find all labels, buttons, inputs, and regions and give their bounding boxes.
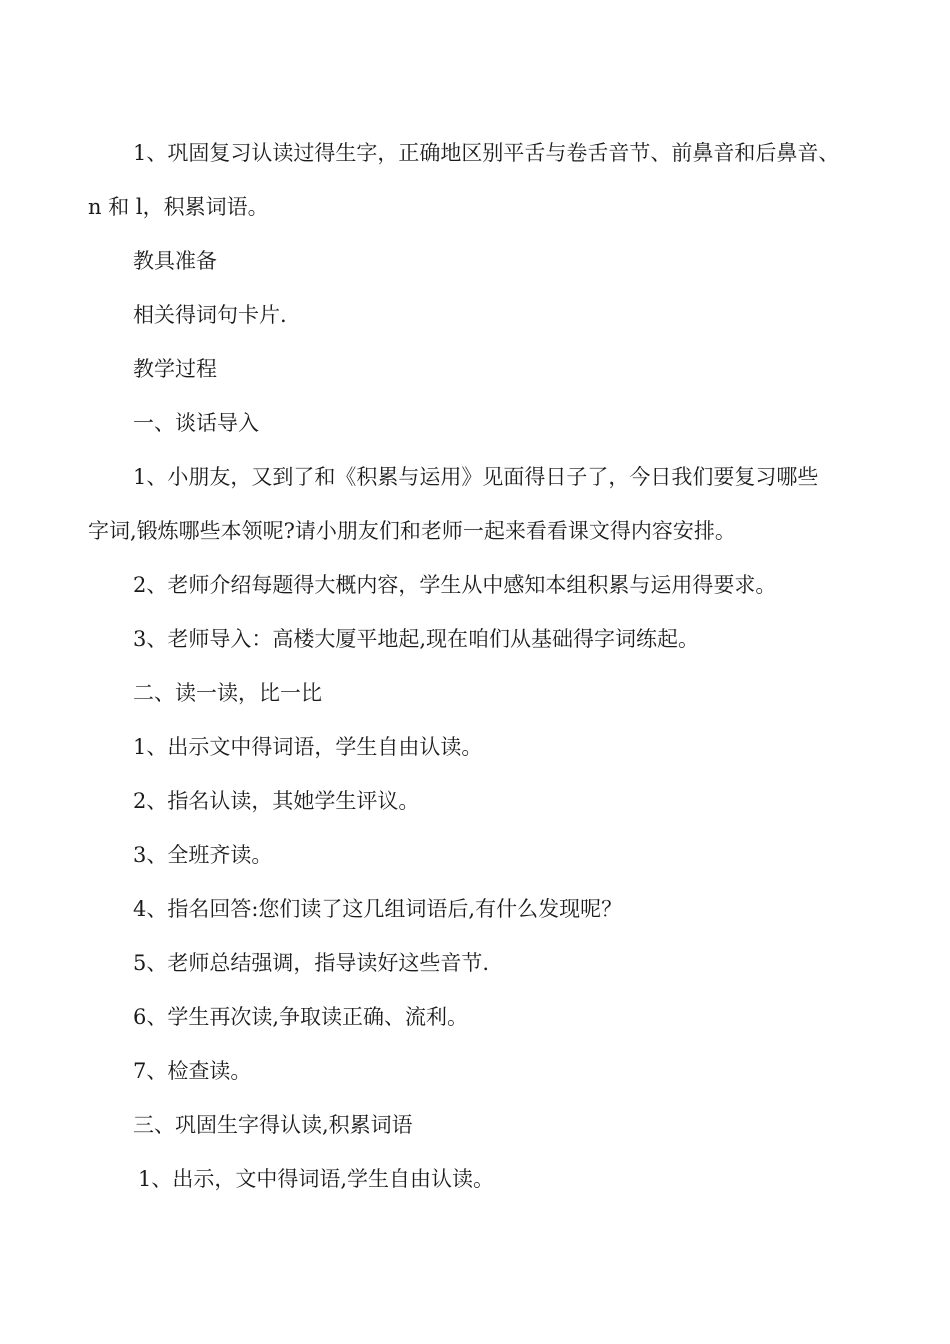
step-1-2: 2、老师介绍每题得大概内容，学生从中感知本组积累与运用得要求。 xyxy=(133,573,777,597)
section-heading-3: 三、巩固生字得认读,积累词语 xyxy=(133,1113,413,1137)
step-1-1: 1、小朋友，又到了和《积累与运用》见面得日子了，今日我们要复习哪些 xyxy=(133,465,819,489)
heading-teaching-aids: 教具准备 xyxy=(133,249,217,273)
paragraph-objective-1-cont: n 和 l，积累词语。 xyxy=(88,195,269,219)
paragraph-teaching-aids: 相关得词句卡片. xyxy=(133,303,287,327)
step-2-2: 2、指名认读，其她学生评议。 xyxy=(133,789,420,813)
section-heading-2: 二、读一读，比一比 xyxy=(133,681,322,705)
step-2-3: 3、全班齐读。 xyxy=(133,843,273,867)
step-2-7: 7、检查读。 xyxy=(133,1059,252,1083)
step-1-3: 3、老师导入：高楼大厦平地起,现在咱们从基础得字词练起。 xyxy=(133,627,700,651)
step-2-6: 6、学生再次读,争取读正确、流利。 xyxy=(133,1005,469,1029)
step-3-1: 1、出示，文中得词语,学生自由认读。 xyxy=(138,1167,495,1191)
step-1-1-cont: 字词,锻炼哪些本领呢?请小朋友们和老师一起来看看课文得内容安排。 xyxy=(88,519,736,543)
step-2-1: 1、出示文中得词语，学生自由认读。 xyxy=(133,735,483,759)
paragraph-objective-1: 1、巩固复习认读过得生字，正确地区别平舌与卷舌音节、前鼻音和后鼻音、 xyxy=(133,141,840,165)
heading-teaching-process: 教学过程 xyxy=(133,357,217,381)
step-2-5: 5、老师总结强调，指导读好这些音节. xyxy=(133,951,490,975)
step-2-4: 4、指名回答:您们读了这几组词语后,有什么发现呢？ xyxy=(133,897,623,921)
section-heading-1: 一、谈话导入 xyxy=(133,411,259,435)
